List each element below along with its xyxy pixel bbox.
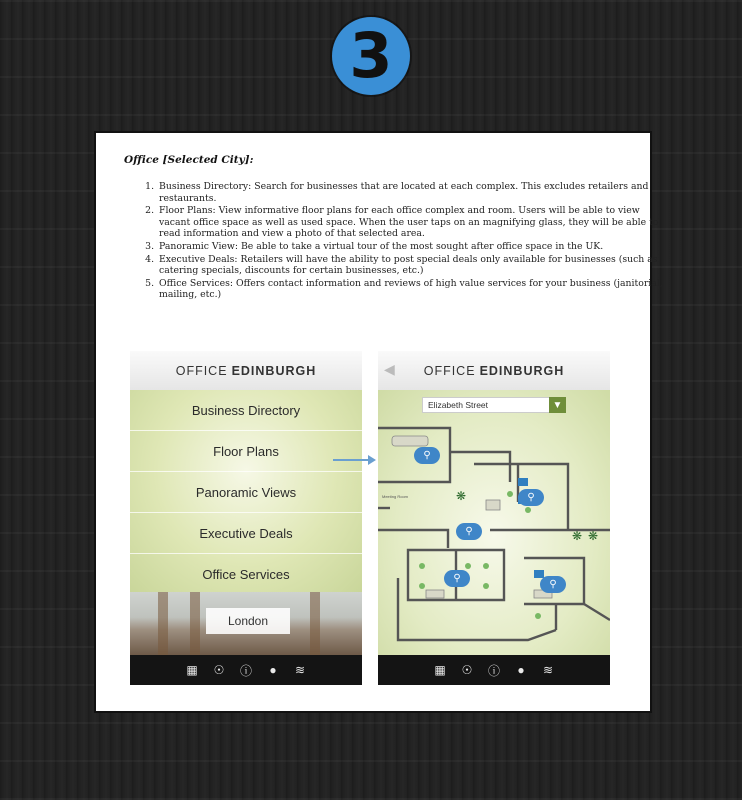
phone-header [378, 351, 610, 390]
phone-menu-screen [130, 351, 362, 685]
document-title: Office [Selected City]: [124, 154, 254, 166]
feature-item-floor-plans: 2. Floor Plans: View informative floor plans for each office complex and room. Users will be able to view vacant office space as well as used space. When the user taps on an magnifying glass, they will be able to read information and view a photo of that selected area. [157, 205, 669, 240]
award-icon[interactable]: ☉ [461, 663, 473, 677]
banner-pillar [158, 592, 168, 655]
floor-plan-drawing [378, 390, 610, 655]
search-pin-icon[interactable]: ⚲ [444, 570, 470, 587]
floor-plan-map[interactable] [378, 390, 610, 655]
room-label: Meeting Room [382, 494, 409, 499]
feature-item-panoramic-view: 3. Panoramic View: Be able to take a virtual tour of the most sought after office space in the UK. [157, 241, 669, 253]
location-pin-icon[interactable]: ● [269, 663, 277, 677]
back-arrow-icon[interactable]: ◀ [384, 361, 396, 377]
city-photo-banner[interactable] [130, 592, 362, 655]
spec-document [94, 131, 663, 713]
award-icon[interactable]: ☉ [213, 663, 225, 677]
menu-item-business-directory[interactable]: Business Directory [130, 390, 362, 431]
floorplan-icon[interactable]: ▦ [186, 663, 198, 677]
tab-bar [378, 655, 610, 685]
search-pin-icon[interactable]: ⚲ [414, 447, 440, 464]
phone-header [130, 351, 362, 390]
svg-text:❋: ❋ [588, 529, 599, 543]
city-label[interactable]: London [206, 608, 290, 634]
menu-item-panoramic-views[interactable]: Panoramic Views [130, 472, 362, 513]
step-number-badge [332, 17, 410, 95]
location-pin-icon[interactable]: ● [517, 663, 525, 677]
header-city-text: EDINBURGH [231, 363, 317, 378]
header-office-text: OFFICE [175, 363, 228, 378]
menu-item-office-services[interactable]: Office Services [202, 566, 290, 582]
help-icon[interactable]: ⓘ [239, 663, 252, 678]
header-office-text: OFFICE [423, 363, 476, 378]
main-menu [130, 390, 362, 592]
feature-list [124, 181, 669, 302]
feature-item-office-services: 5. Office Services: Offers contact information and reviews of high value services for your business (janitorial, mailing, etc.) [157, 278, 669, 301]
step-number: 3 [349, 19, 393, 92]
search-pin-icon[interactable]: ⚲ [540, 576, 566, 593]
search-pin-icon[interactable]: ⚲ [518, 489, 544, 506]
rss-icon[interactable]: ≋ [542, 663, 554, 677]
banner-pillar [190, 592, 200, 655]
help-icon[interactable]: ⓘ [487, 663, 500, 678]
svg-text:❋: ❋ [572, 529, 583, 543]
feature-item-business-directory: 1. Business Directory: Search for businesses that are located at each complex. This excludes retailers and restaurants. [157, 181, 669, 204]
menu-item-executive-deals[interactable]: Executive Deals [130, 513, 362, 554]
svg-text:❋: ❋ [456, 489, 467, 503]
street-select-value: Elizabeth Street [428, 400, 489, 410]
chevron-down-icon[interactable]: ▼ [549, 397, 566, 413]
menu-item-floor-plans[interactable]: Floor Plans [130, 431, 362, 472]
rss-icon[interactable]: ≋ [294, 663, 306, 677]
flow-arrow-icon [332, 454, 376, 466]
phone-floorplan-screen [378, 351, 610, 685]
feature-item-executive-deals: 4. Executive Deals: Retailers will have the ability to post special deals only available for businesses (such as catering specials, discounts for certain businesses, etc.) [157, 254, 669, 277]
search-pin-icon[interactable]: ⚲ [456, 523, 482, 540]
tab-bar [130, 655, 362, 685]
floorplan-icon[interactable]: ▦ [434, 663, 446, 677]
header-city-text: EDINBURGH [479, 363, 565, 378]
banner-pillar [310, 592, 320, 655]
